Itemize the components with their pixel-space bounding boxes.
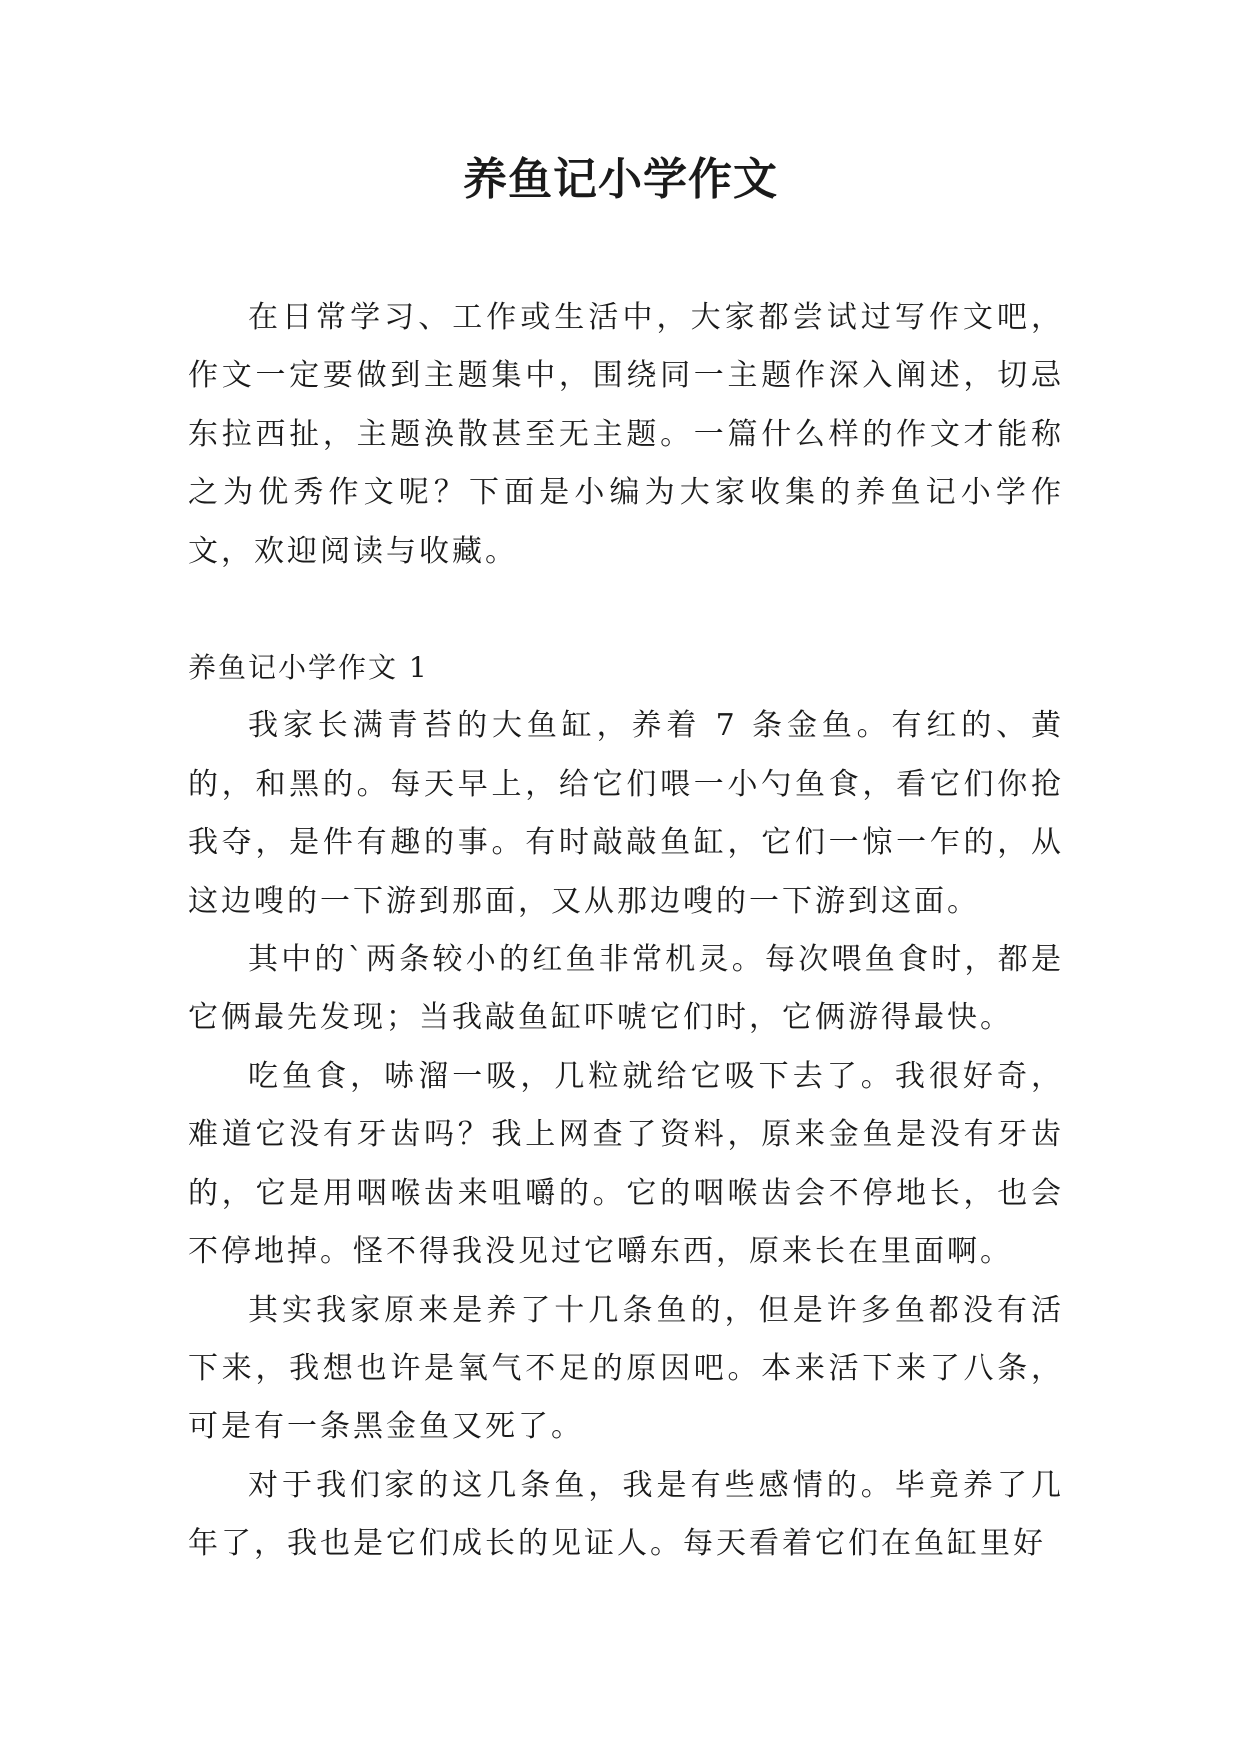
body-paragraph: 对于我们家的这几条鱼，我是有些感情的。毕竟养了几年了，我也是它们成长的见证人。每天看着它们在鱼缸里好 [188, 1467, 1064, 1562]
body-paragraph: 其实我家原来是养了十几条鱼的，但是许多鱼都没有活下来，我想也许是氧气不足的原因吧。本来活下来了八条，可是有一条黑金鱼又死了。 [188, 1292, 1064, 1445]
section-heading: 养鱼记小学作文 1 [188, 651, 429, 685]
document-title: 养鱼记小学作文 [463, 154, 778, 205]
body-paragraph: 吃鱼食，哧溜一吸，几粒就给它吸下去了。我很好奇，难道它没有牙齿吗？我上网查了资料，原来金鱼是没有牙齿的，它是用咽喉齿来咀嚼的。它的咽喉齿会不停地长，也会不停地掉。怪不得我没见过它嚼东西，原来长在里面啊。 [188, 1058, 1064, 1270]
body-paragraph: 其中的`两条较小的红鱼非常机灵。每次喂鱼食时，都是它俩最先发现；当我敲鱼缸吓唬它们时，它俩游得最快。 [188, 942, 1064, 1036]
document-body [188, 289, 1064, 1574]
intro-paragraph: 在日常学习、工作或生活中，大家都尝试过写作文吧，作文一定要做到主题集中，围绕同一主题作深入阐述，切忌东拉西扯，主题涣散甚至无主题。一篇什么样的作文才能称之为优秀作文呢？下面是小编为大家收集的养鱼记小学作文，欢迎阅读与收藏。 [188, 300, 1064, 569]
body-paragraph: 我家长满青苔的大鱼缸，养着 7 条金鱼。有红的、黄的，和黑的。每天早上，给它们喂一小勺鱼食，看它们你抢我夺，是件有趣的事。有时敲敲鱼缸，它们一惊一乍的，从这边嗖的一下游到那面，又从那边嗖的一下游到这面。 [188, 708, 1064, 919]
